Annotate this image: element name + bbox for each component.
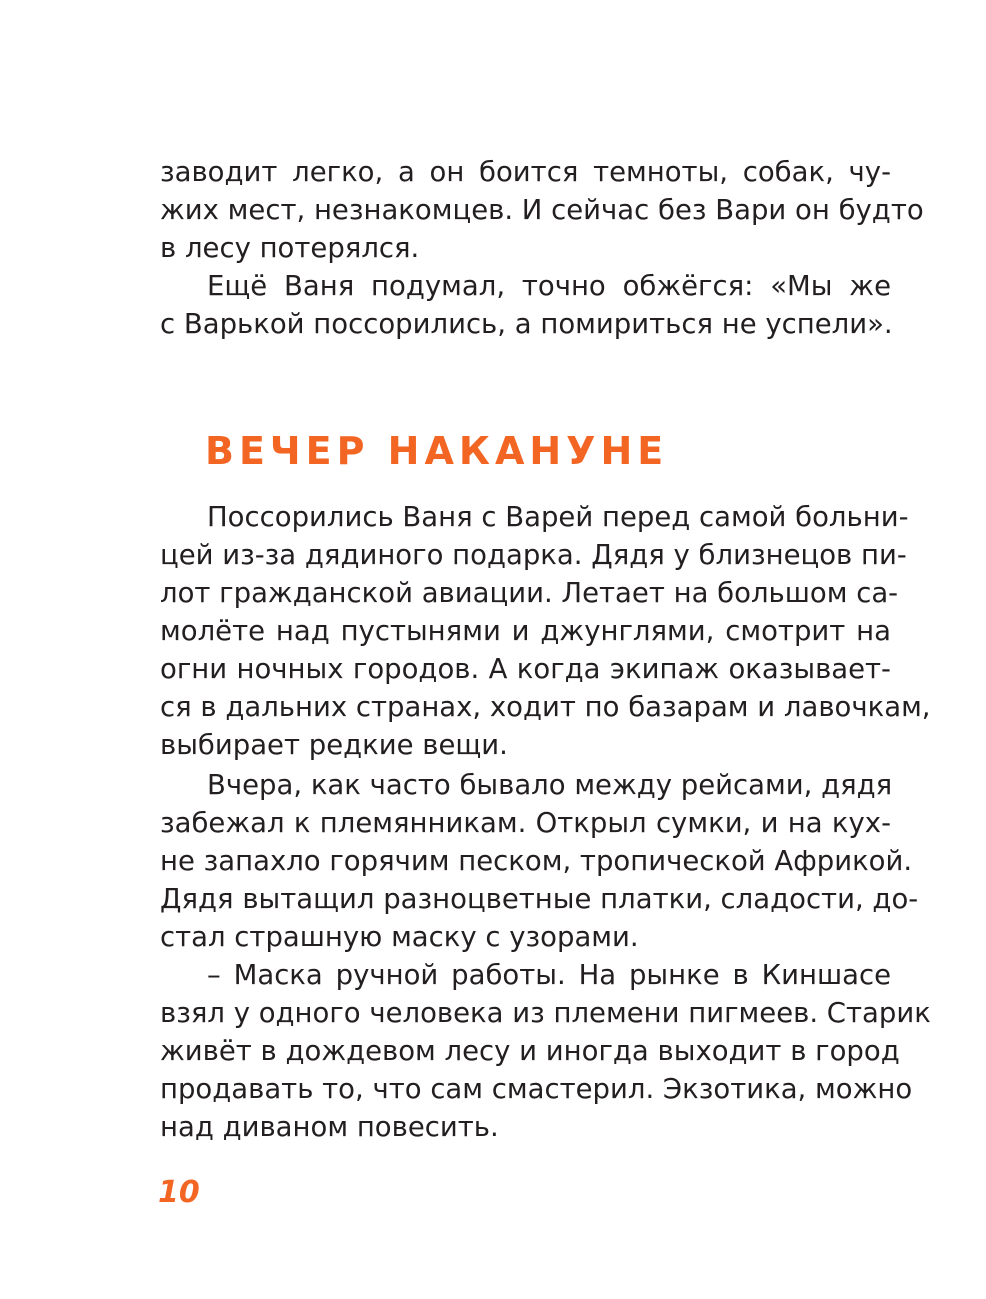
body-line-4: молёте над пустынями и джунглями, смотрит на	[160, 615, 891, 647]
body-line-7: выбирает редкие вещи.	[160, 729, 508, 761]
page-number: 10	[158, 1175, 200, 1210]
body-line-8: Вчера, как часто бывало между рейсами, дядя	[207, 769, 893, 801]
intro-line-5: с Варькой поссорились, а помириться не успели».	[160, 308, 893, 340]
body-line-12: стал страшную маску с узорами.	[160, 921, 639, 953]
intro-line-3: в лесу потерялся.	[160, 232, 420, 264]
body-line-13: – Маска ручной работы. На рынке в Киншасе	[207, 959, 891, 991]
intro-line-2: жих мест, незнакомцев. И сейчас без Вари он будто	[160, 194, 924, 226]
body-line-3: лот гражданской авиации. Летает на большом са-	[160, 577, 899, 609]
intro-line-1: заводит легко, а он боится темноты, собак, чу-	[160, 156, 891, 188]
body-line-14: взял у одного человека из племени пигмеев. Старик	[160, 997, 931, 1029]
body-line-1: Поссорились Ваня с Варей перед самой больни-	[207, 501, 909, 533]
body-line-15: живёт в дождевом лесу и иногда выходит в город	[160, 1035, 900, 1067]
body-line-11: Дядя вытащил разноцветные платки, сладости, до-	[160, 883, 919, 915]
intro-line-4: Ещё Ваня подумал, точно обжёгся: «Мы же	[207, 270, 891, 302]
section-heading: ВЕЧЕР НАКАНУНЕ	[205, 429, 669, 473]
body-line-2: цей из-за дядиного подарка. Дядя у близнецов пи-	[160, 539, 907, 571]
body-line-6: ся в дальних странах, ходит по базарам и лавочкам,	[160, 691, 931, 723]
body-line-5: огни ночных городов. А когда экипаж оказывает-	[160, 653, 891, 685]
body-line-17: над диваном повесить.	[160, 1111, 499, 1143]
body-line-10: не запахло горячим песком, тропической Африкой.	[160, 845, 913, 877]
body-line-16: продавать то, что сам смастерил. Экзотика, можно	[160, 1073, 913, 1105]
body-line-9: забежал к племянникам. Открыл сумки, и на кух-	[160, 807, 891, 839]
